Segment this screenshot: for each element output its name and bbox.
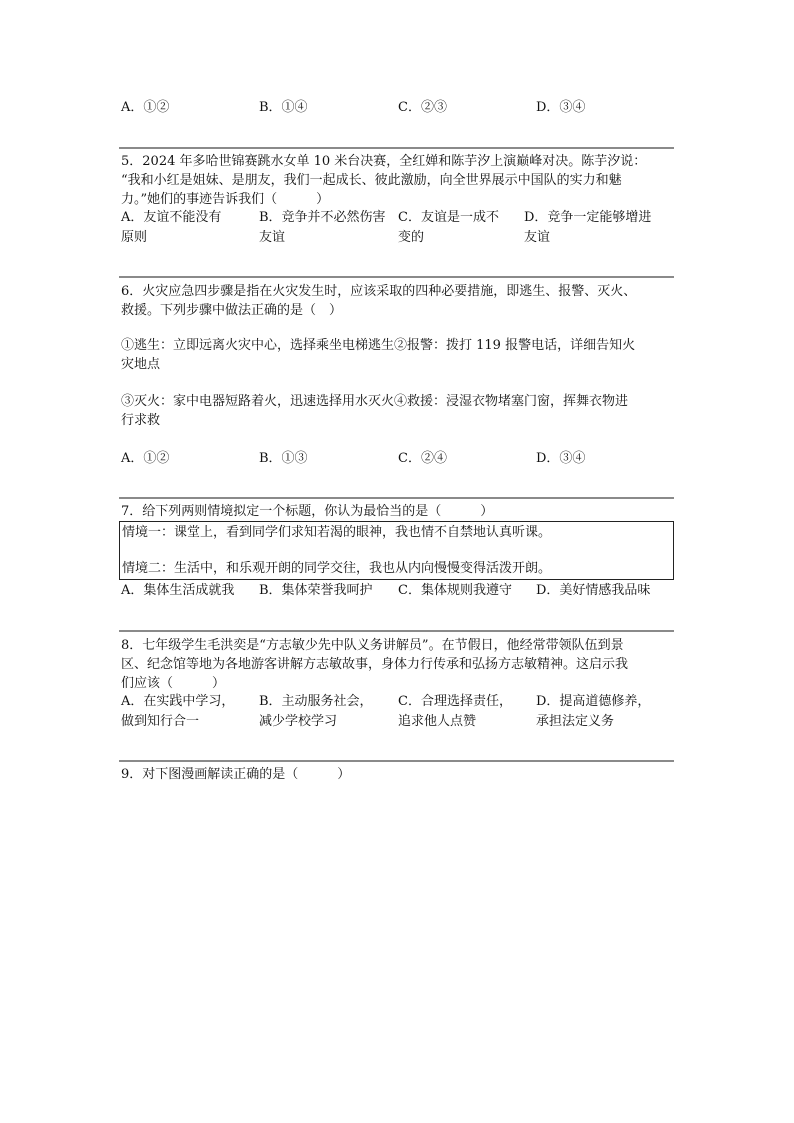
q8-stem-line: 们应该（ ） [121,676,226,691]
q8-option-b: B．主动服务社会， 减少学校学习 [259,694,373,729]
q7-option-d: D．美好情感我品味 [536,583,651,598]
q8-stem-line: 8．七年级学生毛洪奕是“方志敏少先中队义务讲解员”。在节假日，他经常带领队伍到景 [121,638,624,653]
q7-stem: 7．给下列两则情境拟定一个标题，你认为最恰当的是（ ） [121,504,494,519]
q5-stem-line: 5．2024 年多哈世锦赛跳水女单 10 米台决赛，全红婵和陈芋汐上演巅峰对决。陈芋汐说： [121,154,647,169]
q6-option-a: A．①② [121,451,170,466]
divider [119,147,674,149]
q7-scene-1: 情境一：课堂上，看到同学们求知若渴的眼神，我也情不自禁地认真听课。 [122,525,552,540]
q5-option-b: B．竞争并不必然伤害 友谊 [259,210,386,245]
q6-stem-line: 6．火灾应急四步骤是指在火灾发生时，应该采取的四种必要措施，即逃生、报警、灭火、 [121,284,637,299]
q6-item-line: 灾地点 [121,357,161,372]
q8-option-c: C．合理选择责任， 追求他人点赞 [398,694,512,729]
q8-option-a: A．在实践中学习， 做到知行合一 [121,694,235,729]
divider [119,276,674,278]
q6-option-c: C．②④ [398,451,447,466]
q6-stem-line: 救援。下列步骤中做法正确的是（ ） [121,303,343,318]
q7-option-b: B．集体荣誉我呵护 [259,583,373,598]
q9-stem: 9．对下图漫画解读正确的是（ ） [121,767,351,782]
q5-option-a: A．友谊不能没有 原则 [121,210,222,245]
q7-option-a: A．集体生活成就我 [121,583,235,598]
q5-option-d: D．竞争一定能够增进 友谊 [524,210,652,245]
divider [119,497,674,499]
q7-scene-2: 情境二：生活中，和乐观开朗的同学交往，我也从内向慢慢变得活泼开朗。 [122,561,552,576]
divider [119,760,674,762]
q4-option-a: A．①② [121,100,170,115]
q7-option-c: C．集体规则我遵守 [398,583,512,598]
q4-option-c: C．②③ [398,100,447,115]
q6-item-line: ③灭火：家中电器短路着火，迅速选择用水灭火④救援：浸湿衣物堵塞门窗，挥舞衣物进 [121,394,629,409]
q4-option-b: B．①④ [259,100,308,115]
q6-item-line: 行求救 [121,413,161,428]
q8-option-d: D．提高道德修养， 承担法定义务 [536,694,651,729]
q5-stem-line: “我和小红是姐妹、是朋友，我们一起成长、彼此激励，向全世界展示中国队的实力和魅 [121,173,622,188]
q8-stem-line: 区、纪念馆等地为各地游客讲解方志敏故事，身体力行传承和弘扬方志敏精神。这启示我 [121,657,629,672]
q5-stem-line: 力。”她们的事迹告诉我们（ ） [121,192,330,207]
q6-item-line: ①逃生：立即远离火灾中心，选择乘坐电梯逃生②报警：拨打 119 报警电话，详细告知火 [121,338,636,353]
q5-option-c: C．友谊是一成不 变的 [398,210,499,245]
q6-option-b: B．①③ [259,451,308,466]
q4-option-d: D．③④ [536,100,586,115]
q6-option-d: D．③④ [536,451,586,466]
divider [119,630,674,632]
